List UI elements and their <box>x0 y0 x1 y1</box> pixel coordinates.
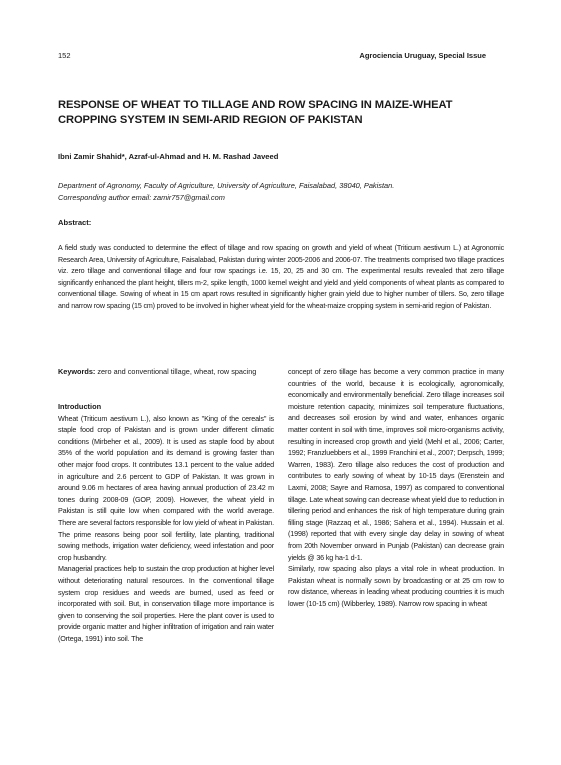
page-number: 152 <box>58 51 71 60</box>
affiliation-line: Department of Agronomy, Faculty of Agriculture, University of Agriculture, Faisalabad, 38040, Pakistan. <box>58 181 395 190</box>
keywords <box>58 366 271 378</box>
left-column <box>58 401 274 644</box>
abstract-heading: Abstract: <box>58 218 92 227</box>
paper-title: RESPONSE OF WHEAT TO TILLAGE AND ROW SPACING IN MAIZE-WHEAT CROPPING SYSTEM IN SEMI-ARID REGION OF PAKISTAN <box>58 99 453 126</box>
intro-paragraph: Similarly, row spacing also plays a vital role in wheat production. In Pakistan wheat is normally sown by broadcasting or at 25 cm row to row distance, whereas in leading wheat producing countries it is much lower (10-15 cm) (Wibberley, 1989). Narrow row spacing in wheat <box>288 564 504 608</box>
author-list: Ibni Zamir Shahid*, Azraf-ul-Ahmad and H. M. Rashad Javeed <box>58 152 279 161</box>
corresponding-author: Corresponding author email: zamir757@gmail.com <box>58 192 225 202</box>
intro-paragraph: concept of zero tillage has become a very common practice in many countries of the world, because it is ecologically, agronomically, economically and environmentally beneficial. Zero tillage increases soil moisture retention capacity, minimizes soil temperature fluctuations, and decreases soil erosion by wind and water, enhances organic matter content in soil with time, improves soil micro-organisms activity, resulting in increased crop growth and yield (Mehl et al., 2006; Carter, 1992; Franzluebbers et al., 1999 Franchini et al., 2007; Derpsch, 1999; Warren, 1983). Zero tillage also reduces the cost of production and contributes to early sowing of wheat by 10-15 days (Erenstein and Laxmi, 2008; Sayre and Ramosa, 1997) as compared to conventional tillage. Late wheat sowing can decrease wheat yield due to reduction in tillering period and enhances the risk of high temperature during grain filling stage (Razzaq et al., 1986; Sahera et al., 1994). Hussain et al. (1998) reported that with every single day delay in sowing of wheat from 20th November onward in Punjab (Pakistan) can decrease grain yields @ 36 kg ha-1 d-1. <box>288 367 504 562</box>
affiliation <box>58 180 498 203</box>
keywords-label: Keywords: <box>58 367 96 376</box>
introduction-heading: Introduction <box>58 402 102 411</box>
right-column <box>288 366 504 609</box>
intro-paragraph: Managerial practices help to sustain the crop production at higher level without deteriorating natural resources. In the conventional tillage system crop residues and weeds are burned, used as feed or incorporated with soil. But, in conservation tillage more importance is given to conserving the soil properties. Here the plant cover is used to provide organic matter and higher infiltration of irrigation and rain water (Ortega, 1991) into soil. The <box>58 564 274 643</box>
keywords-text: zero and conventional tillage, wheat, row spacing <box>97 367 257 376</box>
abstract-text: A field study was conducted to determine the effect of tillage and row spacing on growth and yield of wheat (Triticum aestivum L.) at Agronomic Research Area, University of Agriculture, Faisalabad, Pakistan during winter 2005-2006 and 2006-07. The treatments comprised two tillage practices viz. zero tillage and conventional tillage and four row spacings i.e. 15, 20, 25 and 30 cm. The experimental results revealed that zero tillage significantly enhanced the plant height, tillers m-2, spike length, 1000 kernel weight and yield and yield components of wheat plants as compared to conventional tillage. Sowing of wheat in 15 cm apart rows resulted in significantly higher grain yield due to higher number of tillers. So, zero tillage and narrow row spacing (15 cm) proved to be involved in higher wheat yield for the wheat-maize cropping system in semi-arid region of Pakistan. <box>58 244 504 310</box>
intro-paragraph: Wheat (Triticum aestivum L.), also known as "King of the cereals" is staple food crop of Pakistan and is grown under different climatic conditions (Mirbeher et al., 2009). It is used as staple food by about 35% of the world population and its demand is growing faster than other major food crops. It contributes 13.1 percent to the value added in agriculture and 2.6 percent to GDP of Pakistan. It was grown in around 9.06 m hectares of area having annual production of 23.42 m tones during 2008-09 (GOP, 2009). However, the wheat yield in Pakistan is still quite low when compared with the world average. There are several factors responsible for low yield of wheat in Pakistan. The prime reasons being poor soil fertility, late planting, traditional sowing methods, irrigation water deficiency, weed infestation and poor crop husbandry. <box>58 413 274 562</box>
journal-name: Agrociencia Uruguay, Special Issue <box>359 51 486 60</box>
